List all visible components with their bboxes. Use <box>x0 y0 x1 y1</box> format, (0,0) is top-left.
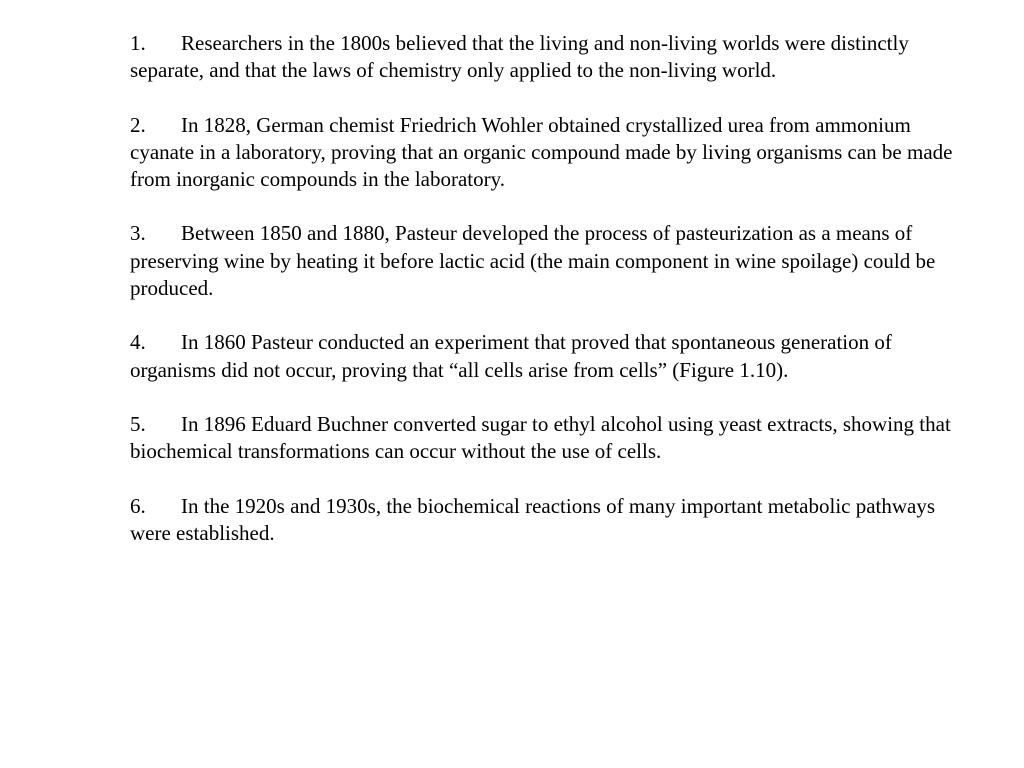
list-item-text: In 1828, German chemist Friedrich Wohler obtained crystallized urea from ammonium cyanate in a laboratory, proving that an organic compound made by living organisms can be made from inorganic compounds in the laboratory. <box>130 112 953 192</box>
list-item-number: 1. <box>130 31 146 55</box>
history-list <box>130 30 970 574</box>
list-item-number: 3. <box>130 221 146 246</box>
list-item <box>130 411 970 466</box>
list-item <box>130 329 970 384</box>
list-item-text: In the 1920s and 1930s, the biochemical reactions of many important metabolic pathways were established. <box>130 493 936 545</box>
list-item-number: 4. <box>130 330 146 355</box>
list-item-text: In 1860 Pasteur conducted an experiment that proved that spontaneous generation of organisms did not occur, proving that “all cells arise from cells” (Figure 1.10). <box>130 330 892 382</box>
list-item <box>130 220 970 302</box>
list-item-number: 6. <box>130 493 146 518</box>
list-item <box>130 493 970 548</box>
list-item-text: Researchers in the 1800s believed that the living and non-living worlds were distinctly separate, and that the laws of chemistry only applied to the non-living world. <box>130 31 909 83</box>
list-item-text: In 1896 Eduard Buchner converted sugar to ethyl alcohol using yeast extracts, showing that biochemical transformations can occur without the use of cells. <box>130 411 951 464</box>
list-item-number: 5. <box>130 411 146 436</box>
list-item <box>130 112 970 194</box>
list-item <box>130 30 970 85</box>
list-item-text: Between 1850 and 1880, Pasteur developed the process of pasteurization as a means of preserving wine by heating it before lactic acid (the main component in wine spoilage) could be produced. <box>130 221 936 301</box>
list-item-number: 2. <box>130 112 146 137</box>
